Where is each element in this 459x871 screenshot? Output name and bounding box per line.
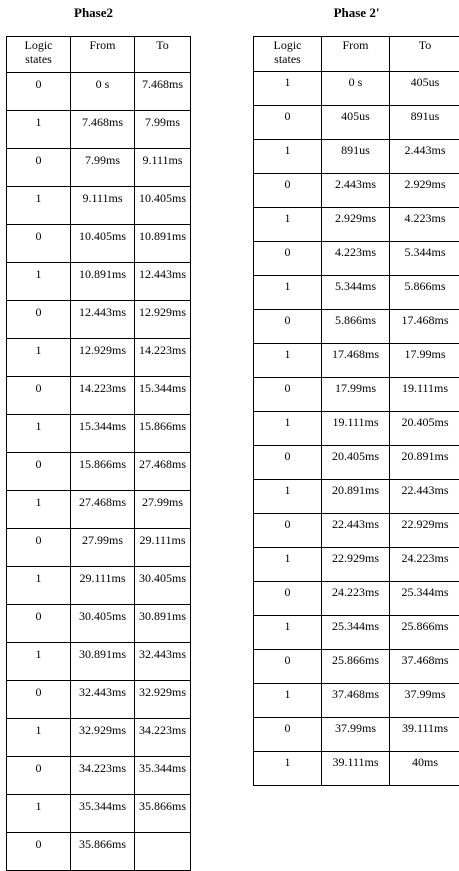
cell-logic-state: 1 bbox=[7, 719, 71, 757]
cell-to: 7.468ms bbox=[135, 73, 191, 111]
cell-from: 0 s bbox=[322, 72, 390, 106]
cell-to: 405us bbox=[390, 72, 459, 106]
table-row bbox=[254, 446, 459, 480]
cell-from: 22.443ms bbox=[322, 514, 390, 548]
cell-from: 29.111ms bbox=[71, 567, 135, 605]
cell-to: 15.344ms bbox=[135, 377, 191, 415]
table-row bbox=[254, 718, 459, 752]
cell-logic-state: 0 bbox=[7, 757, 71, 795]
cell-to: 5.344ms bbox=[390, 242, 459, 276]
cell-to: 22.443ms bbox=[390, 480, 459, 514]
table-row bbox=[254, 72, 459, 106]
cell-from: 35.344ms bbox=[71, 795, 135, 833]
cell-logic-state: 1 bbox=[7, 263, 71, 301]
cell-logic-state: 0 bbox=[7, 225, 71, 263]
cell-logic-state: 1 bbox=[7, 111, 71, 149]
cell-to: 24.223ms bbox=[390, 548, 459, 582]
cell-logic-state: 0 bbox=[7, 681, 71, 719]
cell-to: 29.111ms bbox=[135, 529, 191, 567]
table-row bbox=[7, 225, 191, 263]
table-row bbox=[254, 208, 459, 242]
cell-from: 27.468ms bbox=[71, 491, 135, 529]
table-row bbox=[254, 616, 459, 650]
header-logic-states: Logic states bbox=[254, 37, 322, 72]
cell-from: 17.99ms bbox=[322, 378, 390, 412]
table-row bbox=[254, 378, 459, 412]
cell-from: 10.891ms bbox=[71, 263, 135, 301]
cell-logic-state: 0 bbox=[7, 833, 71, 871]
cell-logic-state: 0 bbox=[254, 242, 322, 276]
cell-from: 7.99ms bbox=[71, 149, 135, 187]
table-row bbox=[7, 491, 191, 529]
cell-to: 19.111ms bbox=[390, 378, 459, 412]
cell-from: 27.99ms bbox=[71, 529, 135, 567]
cell-logic-state: 1 bbox=[254, 616, 322, 650]
cell-from: 5.866ms bbox=[322, 310, 390, 344]
cell-from: 22.929ms bbox=[322, 548, 390, 582]
cell-logic-state: 0 bbox=[254, 718, 322, 752]
cell-from: 15.866ms bbox=[71, 453, 135, 491]
table-row bbox=[254, 480, 459, 514]
cell-logic-state: 1 bbox=[7, 187, 71, 225]
table-row bbox=[254, 752, 459, 786]
cell-logic-state: 0 bbox=[7, 529, 71, 567]
header-from: From bbox=[322, 37, 390, 72]
table-row bbox=[7, 529, 191, 567]
cell-logic-state: 1 bbox=[7, 339, 71, 377]
table-row bbox=[254, 344, 459, 378]
cell-from: 35.866ms bbox=[71, 833, 135, 871]
cell-to: 891us bbox=[390, 106, 459, 140]
table-row bbox=[7, 301, 191, 339]
table-header-row bbox=[7, 37, 191, 73]
cell-from: 37.99ms bbox=[322, 718, 390, 752]
table-row bbox=[7, 757, 191, 795]
header-logic-states: Logic states bbox=[7, 37, 71, 73]
cell-to: 39.111ms bbox=[390, 718, 459, 752]
table-row bbox=[7, 377, 191, 415]
table-row bbox=[7, 339, 191, 377]
table-row bbox=[254, 242, 459, 276]
cell-to: 12.929ms bbox=[135, 301, 191, 339]
cell-from: 25.344ms bbox=[322, 616, 390, 650]
table-row bbox=[7, 415, 191, 453]
cell-from: 24.223ms bbox=[322, 582, 390, 616]
cell-from: 32.929ms bbox=[71, 719, 135, 757]
cell-to: 17.468ms bbox=[390, 310, 459, 344]
cell-to: 7.99ms bbox=[135, 111, 191, 149]
table-row bbox=[254, 650, 459, 684]
table-row bbox=[7, 833, 191, 871]
cell-to: 10.405ms bbox=[135, 187, 191, 225]
cell-from: 891us bbox=[322, 140, 390, 174]
cell-logic-state: 0 bbox=[7, 149, 71, 187]
phase2-table bbox=[6, 36, 191, 871]
cell-logic-state: 1 bbox=[7, 643, 71, 681]
cell-to: 2.929ms bbox=[390, 174, 459, 208]
cell-logic-state: 1 bbox=[254, 480, 322, 514]
table-row bbox=[7, 149, 191, 187]
cell-logic-state: 0 bbox=[254, 106, 322, 140]
table-row bbox=[254, 310, 459, 344]
cell-to: 37.99ms bbox=[390, 684, 459, 718]
table-row bbox=[254, 582, 459, 616]
cell-from: 4.223ms bbox=[322, 242, 390, 276]
cell-to: 22.929ms bbox=[390, 514, 459, 548]
cell-to: 4.223ms bbox=[390, 208, 459, 242]
cell-to: 30.405ms bbox=[135, 567, 191, 605]
cell-from: 7.468ms bbox=[71, 111, 135, 149]
cell-to: 34.223ms bbox=[135, 719, 191, 757]
cell-to: 20.891ms bbox=[390, 446, 459, 480]
table-row bbox=[7, 643, 191, 681]
cell-logic-state: 1 bbox=[254, 752, 322, 786]
table-row bbox=[254, 548, 459, 582]
cell-logic-state: 1 bbox=[254, 548, 322, 582]
cell-from: 20.891ms bbox=[322, 480, 390, 514]
cell-from: 2.443ms bbox=[322, 174, 390, 208]
cell-to: 10.891ms bbox=[135, 225, 191, 263]
cell-to: 32.929ms bbox=[135, 681, 191, 719]
table-row bbox=[7, 567, 191, 605]
phase2-prime-title: Phase 2' bbox=[253, 5, 459, 21]
cell-logic-state: 0 bbox=[254, 310, 322, 344]
table-row bbox=[7, 187, 191, 225]
cell-logic-state: 0 bbox=[254, 650, 322, 684]
cell-from: 12.443ms bbox=[71, 301, 135, 339]
table-row bbox=[254, 684, 459, 718]
cell-from: 19.111ms bbox=[322, 412, 390, 446]
table-row bbox=[254, 106, 459, 140]
cell-to: 35.866ms bbox=[135, 795, 191, 833]
cell-from: 12.929ms bbox=[71, 339, 135, 377]
cell-logic-state: 1 bbox=[254, 276, 322, 310]
header-from: From bbox=[71, 37, 135, 73]
table-row bbox=[7, 681, 191, 719]
cell-logic-state: 0 bbox=[7, 301, 71, 339]
cell-from: 34.223ms bbox=[71, 757, 135, 795]
table-row bbox=[7, 795, 191, 833]
cell-to: 25.344ms bbox=[390, 582, 459, 616]
header-to: To bbox=[135, 37, 191, 73]
cell-from: 10.405ms bbox=[71, 225, 135, 263]
phase2-prime-table bbox=[253, 36, 459, 786]
cell-to: 40ms bbox=[390, 752, 459, 786]
cell-from: 0 s bbox=[71, 73, 135, 111]
table-row bbox=[254, 412, 459, 446]
cell-to: 30.891ms bbox=[135, 605, 191, 643]
cell-from: 17.468ms bbox=[322, 344, 390, 378]
cell-logic-state: 0 bbox=[7, 73, 71, 111]
cell-from: 32.443ms bbox=[71, 681, 135, 719]
cell-from: 14.223ms bbox=[71, 377, 135, 415]
cell-from: 37.468ms bbox=[322, 684, 390, 718]
cell-logic-state: 0 bbox=[254, 174, 322, 208]
cell-to: 20.405ms bbox=[390, 412, 459, 446]
table-row bbox=[7, 453, 191, 491]
table-row bbox=[254, 514, 459, 548]
table-row bbox=[254, 276, 459, 310]
cell-from: 39.111ms bbox=[322, 752, 390, 786]
cell-logic-state: 0 bbox=[254, 582, 322, 616]
cell-logic-state: 1 bbox=[254, 208, 322, 242]
table-row bbox=[254, 174, 459, 208]
cell-to: 9.111ms bbox=[135, 149, 191, 187]
cell-logic-state: 0 bbox=[254, 446, 322, 480]
cell-to: 12.443ms bbox=[135, 263, 191, 301]
table-row bbox=[7, 263, 191, 301]
cell-logic-state: 1 bbox=[7, 415, 71, 453]
cell-to: 15.866ms bbox=[135, 415, 191, 453]
header-to: To bbox=[390, 37, 459, 72]
cell-logic-state: 1 bbox=[7, 491, 71, 529]
cell-to: 25.866ms bbox=[390, 616, 459, 650]
table-row bbox=[7, 73, 191, 111]
table-row bbox=[7, 111, 191, 149]
cell-from: 405us bbox=[322, 106, 390, 140]
cell-to: 27.99ms bbox=[135, 491, 191, 529]
cell-logic-state: 1 bbox=[254, 72, 322, 106]
cell-from: 30.405ms bbox=[71, 605, 135, 643]
cell-logic-state: 1 bbox=[7, 795, 71, 833]
cell-to: 32.443ms bbox=[135, 643, 191, 681]
cell-logic-state: 0 bbox=[7, 377, 71, 415]
cell-from: 30.891ms bbox=[71, 643, 135, 681]
cell-logic-state: 1 bbox=[7, 567, 71, 605]
table-row bbox=[254, 140, 459, 174]
cell-logic-state: 0 bbox=[7, 453, 71, 491]
cell-logic-state: 1 bbox=[254, 344, 322, 378]
cell-logic-state: 1 bbox=[254, 684, 322, 718]
cell-from: 25.866ms bbox=[322, 650, 390, 684]
cell-to bbox=[135, 833, 191, 871]
cell-logic-state: 0 bbox=[254, 378, 322, 412]
cell-to: 17.99ms bbox=[390, 344, 459, 378]
table-header-row bbox=[254, 37, 459, 72]
cell-from: 5.344ms bbox=[322, 276, 390, 310]
cell-logic-state: 0 bbox=[254, 514, 322, 548]
cell-to: 37.468ms bbox=[390, 650, 459, 684]
cell-logic-state: 1 bbox=[254, 412, 322, 446]
cell-to: 27.468ms bbox=[135, 453, 191, 491]
table-row bbox=[7, 605, 191, 643]
cell-from: 15.344ms bbox=[71, 415, 135, 453]
phase2-title: Phase2 bbox=[6, 5, 181, 21]
cell-to: 14.223ms bbox=[135, 339, 191, 377]
cell-logic-state: 0 bbox=[7, 605, 71, 643]
cell-from: 2.929ms bbox=[322, 208, 390, 242]
cell-to: 35.344ms bbox=[135, 757, 191, 795]
cell-from: 9.111ms bbox=[71, 187, 135, 225]
cell-to: 2.443ms bbox=[390, 140, 459, 174]
table-row bbox=[7, 719, 191, 757]
cell-logic-state: 1 bbox=[254, 140, 322, 174]
cell-from: 20.405ms bbox=[322, 446, 390, 480]
cell-to: 5.866ms bbox=[390, 276, 459, 310]
